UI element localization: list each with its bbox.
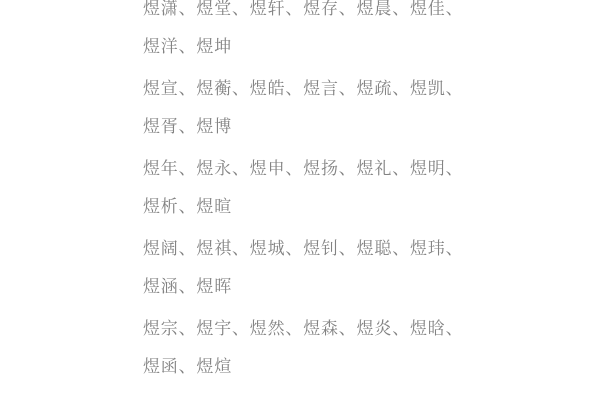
name-list [143, 0, 483, 390]
name-group [143, 150, 483, 226]
name-group [143, 0, 483, 66]
name-line: 煜宗、煜宇、煜然、煜森、煜炎、煜晗、 [143, 319, 464, 339]
name-line: 煜函、煜煊 [143, 357, 232, 377]
name-line: 煜宣、煜蘅、煜皓、煜言、煜疏、煜凯、 [143, 79, 464, 99]
name-line: 煜析、煜暄 [143, 197, 232, 217]
name-line: 煜涵、煜晖 [143, 277, 232, 297]
name-line: 煜潇、煜堂、煜轩、煜存、煜晨、煜佳、 [143, 0, 464, 19]
name-line: 煜胥、煜博 [143, 117, 232, 137]
name-group [143, 310, 483, 386]
name-line: 煜洋、煜坤 [143, 37, 232, 57]
name-group [143, 70, 483, 146]
name-line: 煜阔、煜祺、煜城、煜钊、煜聪、煜玮、 [143, 239, 464, 259]
name-line: 煜年、煜永、煜申、煜扬、煜礼、煜明、 [143, 159, 464, 179]
name-group [143, 230, 483, 306]
